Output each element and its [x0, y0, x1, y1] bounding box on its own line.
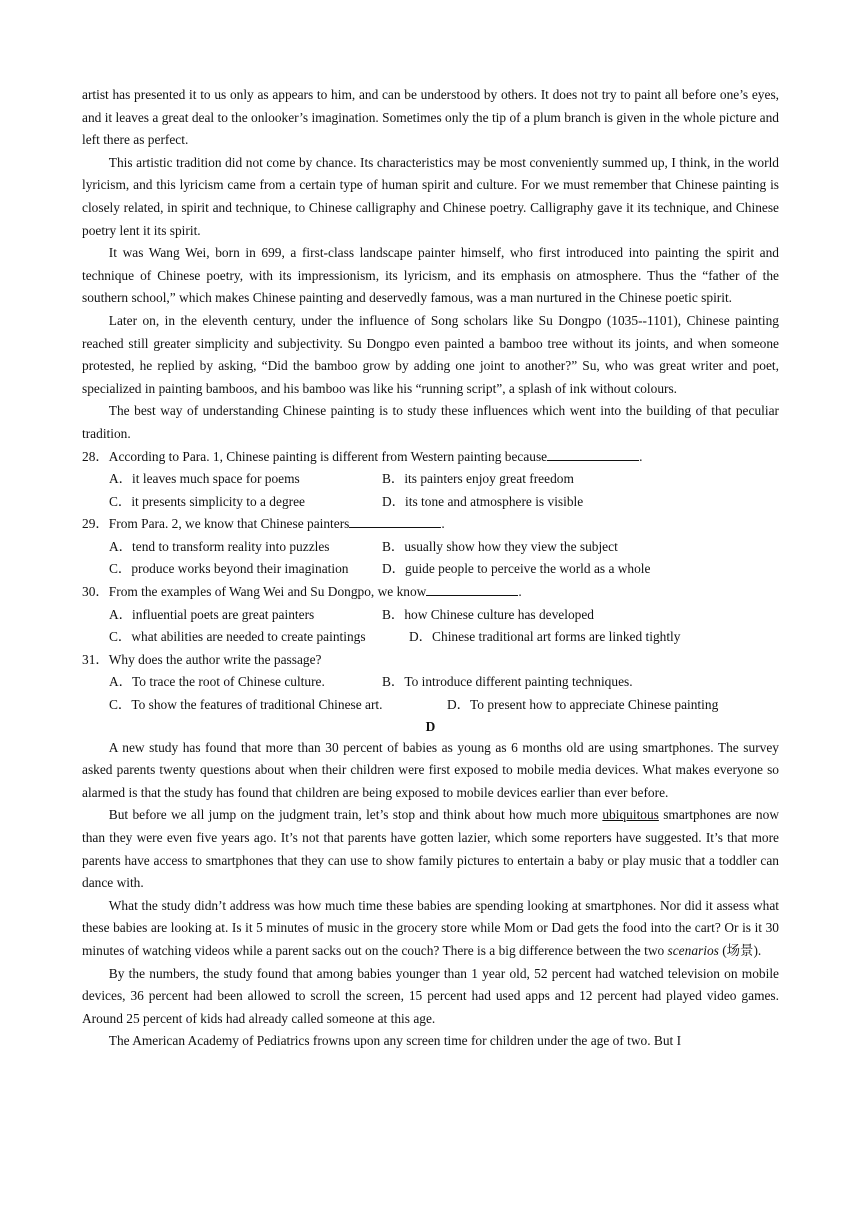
option-b[interactable]: B．how Chinese culture has developed: [382, 606, 594, 622]
answer-blank: [547, 446, 639, 461]
option-b[interactable]: B．its painters enjoy great freedom: [382, 471, 574, 487]
passage-d-paragraph-4: By the numbers, the study found that among babies younger than 1 year old, 52 percent had watched television on mobile devices, 36 percent had been allowed to scroll the screen, 15 percent had used apps and 12 percent had played video games. Around 25 percent of kids had already called someone at this age.: [82, 965, 779, 1026]
options-row: [82, 694, 779, 717]
passage-c-paragraph-5: The best way of understanding Chinese painting is to study these influences which went into the building of that peculiar tradition.: [82, 403, 779, 441]
option-c[interactable]: C．what abilities are needed to create paintings: [109, 629, 366, 645]
answer-blank: [349, 513, 441, 528]
question-31: [82, 649, 779, 717]
section-heading-d: D: [425, 718, 436, 734]
option-c[interactable]: C．To show the features of traditional Chinese art.: [109, 697, 383, 713]
passage-d-paragraph-1: A new study has found that more than 30 percent of babies as young as 6 months old are using smartphones. The survey asked parents twenty questions about when their children were first exposed to mobile media devices. What makes everyone so alarmed is that the study has found that children are being exposed to mobile devices earlier than ever before.: [82, 739, 779, 800]
question-stem: 31．Why does the author write the passage?: [82, 651, 322, 667]
question-29: [82, 513, 779, 581]
exam-page: [82, 84, 779, 1053]
option-c[interactable]: C．it presents simplicity to a degree: [109, 493, 305, 509]
options-row: [82, 558, 779, 581]
options-row: [82, 671, 779, 694]
passage-d-paragraph-3: What the study didn’t address was how much time these babies are spending looking at smartphones. Nor did it assess what these babies are looking at. Is it 5 minutes of music in the grocery store while Mom or Dad gets the food into the cart? Or is it 30 minutes of watching videos while a parent sacks out on the couch? There is a big difference between the two scenarios (场景).: [82, 897, 779, 958]
italic-word: scenarios: [667, 942, 719, 958]
option-d[interactable]: D．its tone and atmosphere is visible: [382, 493, 584, 509]
option-c[interactable]: C．produce works beyond their imagination: [109, 561, 349, 577]
options-row: [82, 491, 779, 514]
option-a[interactable]: A．To trace the root of Chinese culture.: [109, 674, 325, 690]
option-a[interactable]: A．it leaves much space for poems: [109, 471, 300, 487]
question-28: [82, 446, 779, 514]
passage-c-paragraph-3: It was Wang Wei, born in 699, a first-class landscape painter himself, who first introduced into painting the spirit and technique of Chinese poetry, with its impressionism, its lyricism, and its emphasis on atmosphere. Thus the “father of the southern school,” which makes Chinese painting and deservedly famous, was a man nurtured in the Chinese poetic spirit.: [82, 245, 779, 306]
underlined-word: ubiquitous: [602, 807, 659, 823]
option-a[interactable]: A．influential poets are great painters: [109, 606, 315, 622]
passage-d-paragraph-2: But before we all jump on the judgment train, let’s stop and think about how much more ubiquitous smartphones are now than they were even five years ago. It’s not that parents have gotten lazier, which some reporters have suggested. It’s that more parents have access to smartphones that they can use to show family pictures to entertain a baby or play music that a toddler can dance with.: [82, 807, 779, 891]
question-stem: 28．According to Para. 1, Chinese painting is different from Western painting because .: [82, 446, 779, 469]
question-30: [82, 581, 779, 649]
passage-c-paragraph-1-continued: artist has presented it to us only as appears to him, and can be understood by others. It does not try to paint all before one’s eyes, and it leaves a great deal to the onlooker’s imagination. Sometimes only the tip of a plum branch is given in the whole picture and left there as perfect.: [82, 87, 779, 148]
option-b[interactable]: B．To introduce different painting techniques.: [382, 674, 633, 690]
options-row: [82, 626, 779, 649]
passage-d-paragraph-5: The American Academy of Pediatrics frowns upon any screen time for children under the age of two. But I: [108, 1033, 682, 1049]
options-row: [82, 468, 779, 491]
passage-c-paragraph-4: Later on, in the eleventh century, under the influence of Song scholars like Su Dongpo (1035--1101), Chinese painting reached still greater simplicity and subjectivity. Su Dongpo even painted a bamboo tree without its joints, and when someone protested, he replied by asking, “Did the bamboo grow by adding one joint to another?” Su, who was great writer and poet, specialized in painting bamboos, and his bamboo was like his “running script”, a splash of ink without colours.: [82, 312, 779, 396]
question-stem: 29．From Para. 2, we know that Chinese painters .: [82, 513, 779, 536]
question-stem: 30．From the examples of Wang Wei and Su Dongpo, we know .: [82, 581, 779, 604]
answer-blank: [426, 581, 518, 596]
options-row: [82, 604, 779, 627]
option-a[interactable]: A．tend to transform reality into puzzles: [109, 538, 330, 554]
option-b[interactable]: B．usually show how they view the subject: [382, 538, 618, 554]
option-d[interactable]: D．Chinese traditional art forms are linked tightly: [409, 629, 681, 645]
option-d[interactable]: D．To present how to appreciate Chinese painting: [447, 697, 719, 713]
passage-c-paragraph-2: This artistic tradition did not come by chance. Its characteristics may be most conveniently summed up, I think, in the world lyricism, and this lyricism came from a certain type of human spirit and culture. For we must remember that Chinese painting is closely related, in spirit and technique, to Chinese calligraphy and Chinese poetry. Calligraphy gave it its technique, and Chinese poetry lent it its spirit.: [82, 154, 779, 238]
options-row: [82, 536, 779, 559]
option-d[interactable]: D．guide people to perceive the world as a whole: [382, 561, 651, 577]
